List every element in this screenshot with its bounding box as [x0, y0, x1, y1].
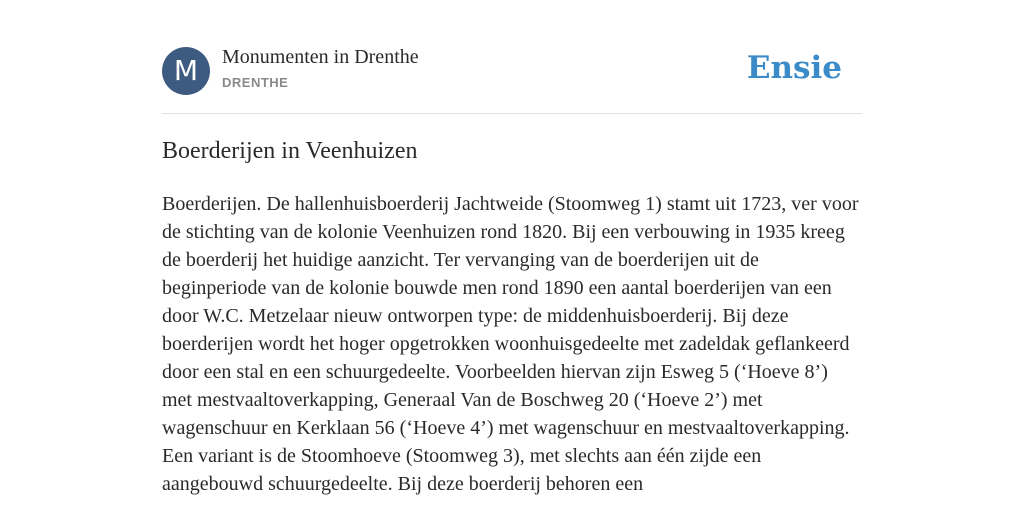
- site-region-label[interactable]: DRENTHE: [222, 75, 289, 90]
- ensie-logo[interactable]: Ensie: [746, 50, 842, 86]
- article-body: Boerderijen. De hallenhuisboerderij Jachtweide (Stoomweg 1) stamt uit 1723, ver voor de stichting van de kolonie Veenhuizen rond 1820. Bij een verbouwing in 1935 kreeg de boerderij het huidige aanzicht. Ter vervanging van de boerderijen uit de beginperiode van de kolonie bouwde men rond 1890 een aantal boerderijen van een door W.C. Metzelaar nieuw ontworpen type: de middenhuisboerderij. Bij deze boerderijen wordt het hoger opgetrokken woonhuisgedeelte met zadeldak geflankeerd door een stal en een schuurgedeelte. Voorbeelden hiervan zijn Esweg 5 (‘Hoeve 8’) met mestvaaltoverkapping, Generaal Van de Boschweg 20 (‘Hoeve 2’) met wagenschuur en Kerklaan 56 (‘Hoeve 4’) met wagenschuur en mestvaaltoverkapping. Een variant is de Stoomhoeve (Stoomweg 3), met slechts aan één zijde een aangebouwd schuurgedeelte. Bij deze boerderij behoren een: [162, 193, 859, 495]
- page-title: Boerderijen in Veenhuizen: [162, 138, 418, 164]
- header-divider: [162, 113, 862, 114]
- site-header: [162, 46, 862, 96]
- avatar[interactable]: M: [162, 47, 210, 95]
- site-title-link[interactable]: Monumenten in Drenthe: [222, 46, 419, 68]
